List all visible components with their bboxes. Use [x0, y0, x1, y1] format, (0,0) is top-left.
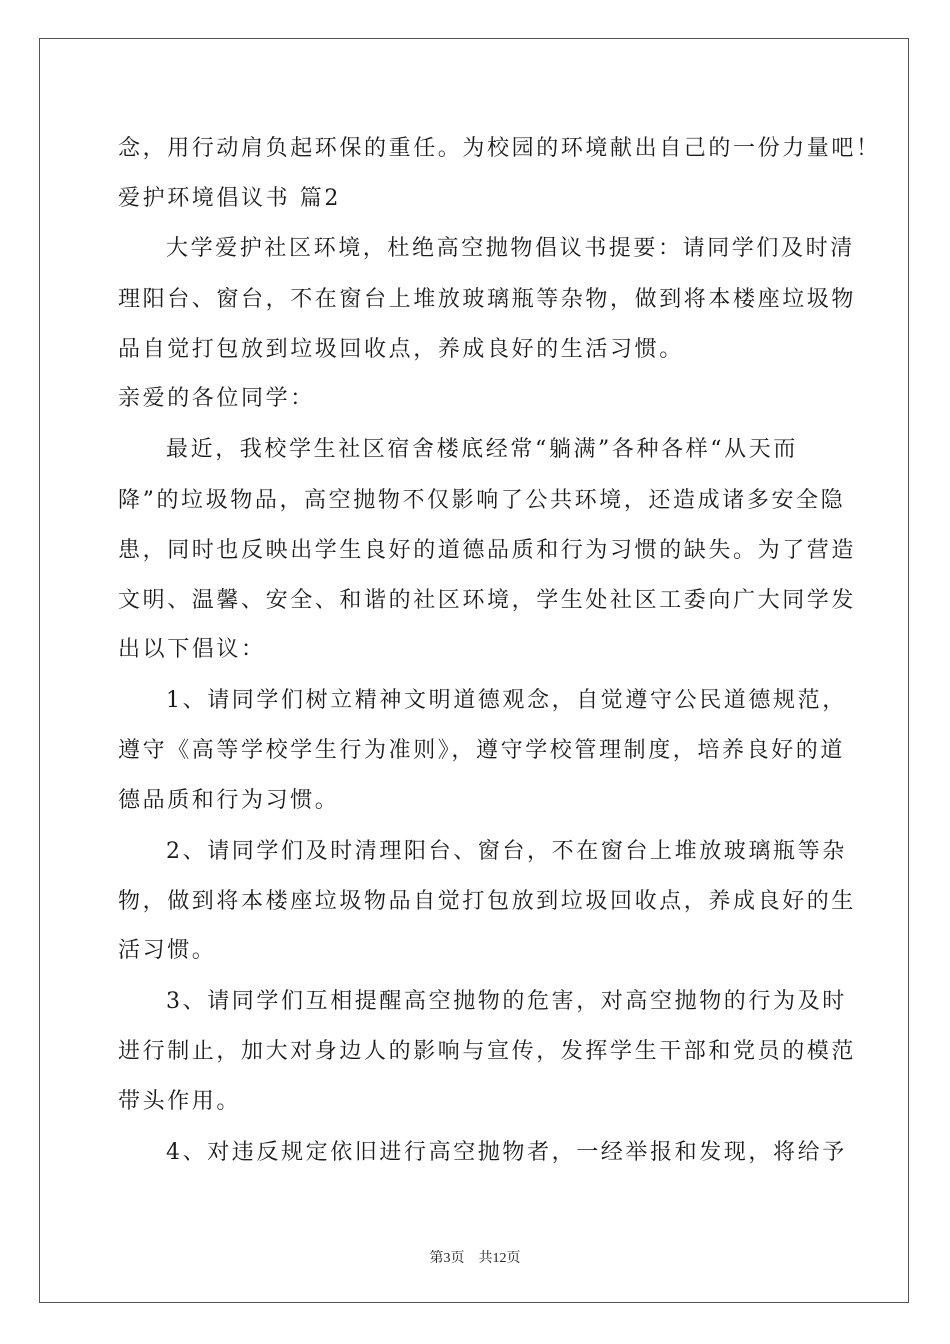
- text-line: 理阳台、窗台，不在窗台上堆放玻璃瓶等杂物，做到将本楼座垃圾物: [118, 287, 857, 312]
- page-footer: [0, 1247, 950, 1267]
- salutation: 亲爱的各位同学：: [118, 386, 315, 411]
- text-line: 降”的垃圾物品，高空抛物不仅影响了公共环境，还造成诸多安全隐: [118, 488, 846, 513]
- text-line: 念，用行动肩负起环保的重任。为校园的环境献出自己的一份力量吧！: [118, 136, 881, 161]
- text-line: 4、对违反规定依旧进行高空抛物者，一经举报和发现，将给予: [166, 1140, 847, 1165]
- page-number: 第3页: [429, 1251, 465, 1266]
- text-line: 品自觉打包放到垃圾回收点，养成良好的生活习惯。: [118, 337, 684, 362]
- text-line: 1、请同学们树立精神文明道德观念，自觉遵守公民道德规范，: [166, 688, 847, 713]
- text-line: 出以下倡议：: [118, 637, 266, 662]
- text-line: 文明、温馨、安全、和谐的社区环境，学生处社区工委向广大同学发: [118, 588, 857, 613]
- text-line: 大学爱护社区环境，杜绝高空抛物倡议书提要：请同学们及时清: [166, 236, 855, 261]
- text-line: 带头作用。: [118, 1089, 242, 1114]
- text-line: 进行制止，加大对身边人的影响与宣传，发挥学生干部和党员的模范: [118, 1039, 857, 1064]
- text-line: 最近，我校学生社区宿舍楼底经常“躺满”各种各样“从天而: [166, 437, 798, 462]
- text-line: 患，同时也反映出学生良好的道德品质和行为习惯的缺失。为了营造: [118, 538, 857, 563]
- section-heading: 爱护环境倡议书 篇2: [118, 186, 341, 211]
- text-line: 德品质和行为习惯。: [118, 788, 340, 813]
- text-line: 活习惯。: [118, 938, 217, 963]
- text-line: 3、请同学们互相提醒高空抛物的危害，对高空抛物的行为及时: [166, 989, 847, 1014]
- text-line: 2、请同学们及时清理阳台、窗台，不在窗台上堆放玻璃瓶等杂: [166, 839, 847, 864]
- text-line: 遵守《高等学校学生行为准则》，遵守学校管理制度，培养良好的道: [118, 738, 846, 763]
- text-line: 物，做到将本楼座垃圾物品自觉打包放到垃圾回收点，养成良好的生: [118, 889, 857, 914]
- page-total: 共12页: [478, 1251, 521, 1266]
